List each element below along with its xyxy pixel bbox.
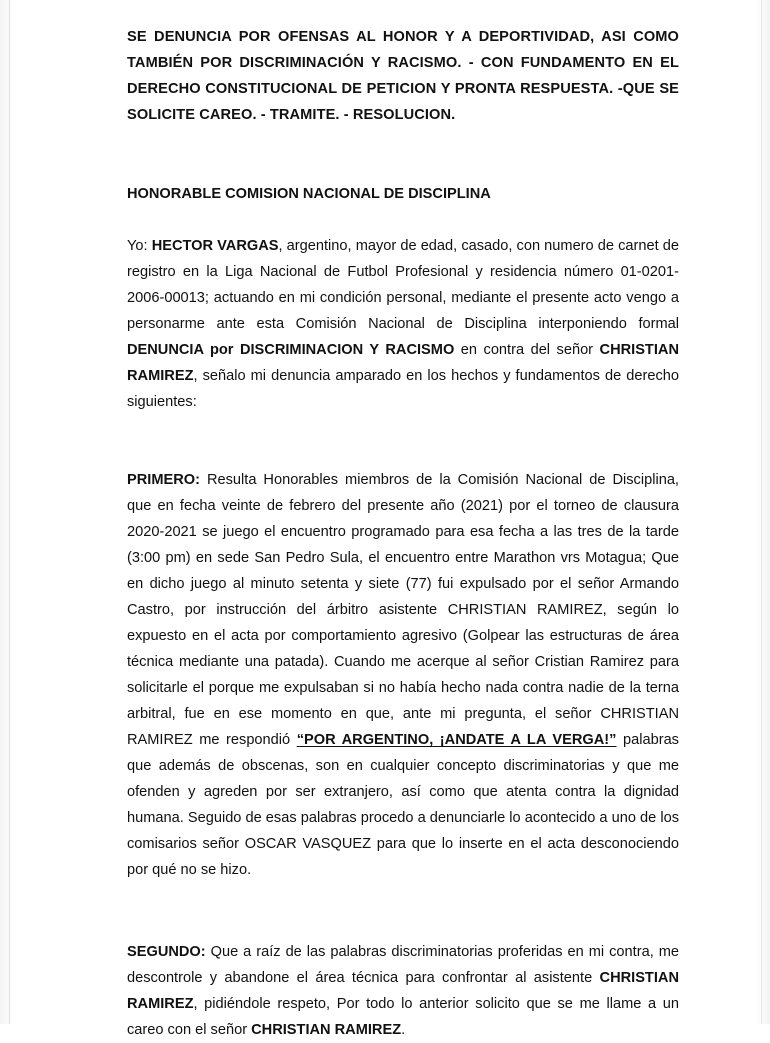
segundo-text-3: . <box>401 1022 406 1038</box>
intro-text-3: , señalo mi denuncia amparado en los hechos y fundamentos de derecho siguientes: <box>127 368 679 410</box>
complaint-type: DENUNCIA por DISCRIMINACION Y RACISMO <box>127 342 455 358</box>
primero-text-1: Resulta Honorables miembros de la Comisión Nacional de Disciplina, que en fecha veinte de febrero del presente año (2021) por el torneo de clausura 2020-2021 se juego el encuentro programado para esa fecha a las tres de la tarde (3:00 pm) en sede San Pedro Sula, el encuentro entre Marathon vrs Motagua; Que en dicho juego al minuto setenta y siete (77) fui expulsado por el señor Armando Castro, por instrucción del árbitro asistente CHRISTIAN RAMIREZ, según lo expuesto en el acta por comportamiento agresivo (Golpear las estructuras de área técnica mediante una patada). Cuando me acerque al señor Cristian Ramirez para solicitarle el porque me expulsaban si no había hecho nada contra nadie de la terna arbitral, fue en ese momento en que, ante mi pregunta, el señor CHRISTIAN RAMIREZ me respondió <box>127 472 679 748</box>
accused-name: CHRISTIAN RAMIREZ <box>127 342 679 384</box>
intro-text-1: , argentino, mayor de edad, casado, con numero de carnet de registro en la Liga Nacional de Futbol Profesional y residencia número 01-0201-2006-00013; actuando en mi condición personal, mediante el presente acto vengo a personarme ante esta Comisión Nacional de Disciplina interponiendo formal <box>127 238 680 332</box>
quoted-insult: “POR ARGENTINO, ¡ANDATE A LA VERGA!” <box>296 732 617 748</box>
segundo-name-1: CHRISTIAN RAMIREZ <box>127 970 679 1012</box>
segundo-text-2: , pidiéndole respeto, Por todo lo anterior solicito que se me llame a un careo con el señor <box>127 996 679 1038</box>
intro-text-2: en contra del señor <box>454 342 600 358</box>
primero-text-2: palabras que además de obscenas, son en cualquier concepto discriminatorias y que me ofenden y agreden por ser extranjero, así como que atenta contra la dignidad humana. Seguido de esas palabras procedo a denunciarle lo acontecido a uno de los comisarios señor OSCAR VASQUEZ para que lo inserte en el acta desconociendo por qué no se hizo. <box>127 732 679 878</box>
page-edge-right <box>761 0 762 1024</box>
segundo-paragraph <box>127 939 679 1043</box>
primero-paragraph <box>127 467 679 883</box>
complainant-name: HECTOR VARGAS <box>151 238 279 254</box>
addressee: HONORABLE COMISION NACIONAL DE DISCIPLINA <box>127 186 491 202</box>
intro-paragraph <box>127 233 679 415</box>
page-edge-left <box>9 0 10 1024</box>
segundo-text-1: Que a raíz de las palabras discriminatorias proferidas en mi contra, me descontrole y abandone el área técnica para confrontar al asistente <box>127 944 679 986</box>
segundo-label: SEGUNDO: <box>127 944 206 960</box>
intro-prefix: Yo: <box>127 238 152 254</box>
segundo-name-2: CHRISTIAN RAMIREZ <box>251 1022 402 1038</box>
primero-label: PRIMERO: <box>127 472 200 488</box>
document-body <box>127 24 679 1043</box>
document-heading: SE DENUNCIA POR OFENSAS AL HONOR Y A DEPORTIVIDAD, ASI COMO TAMBIÉN POR DISCRIMINACIÓN Y RACISMO. - CON FUNDAMENTO EN EL DERECHO CONSTITUCIONAL DE PETICION Y PRONTA RESPUESTA. -QUE SE SOLICITE CAREO. - TRAMITE. - RESOLUCION. <box>127 29 679 123</box>
